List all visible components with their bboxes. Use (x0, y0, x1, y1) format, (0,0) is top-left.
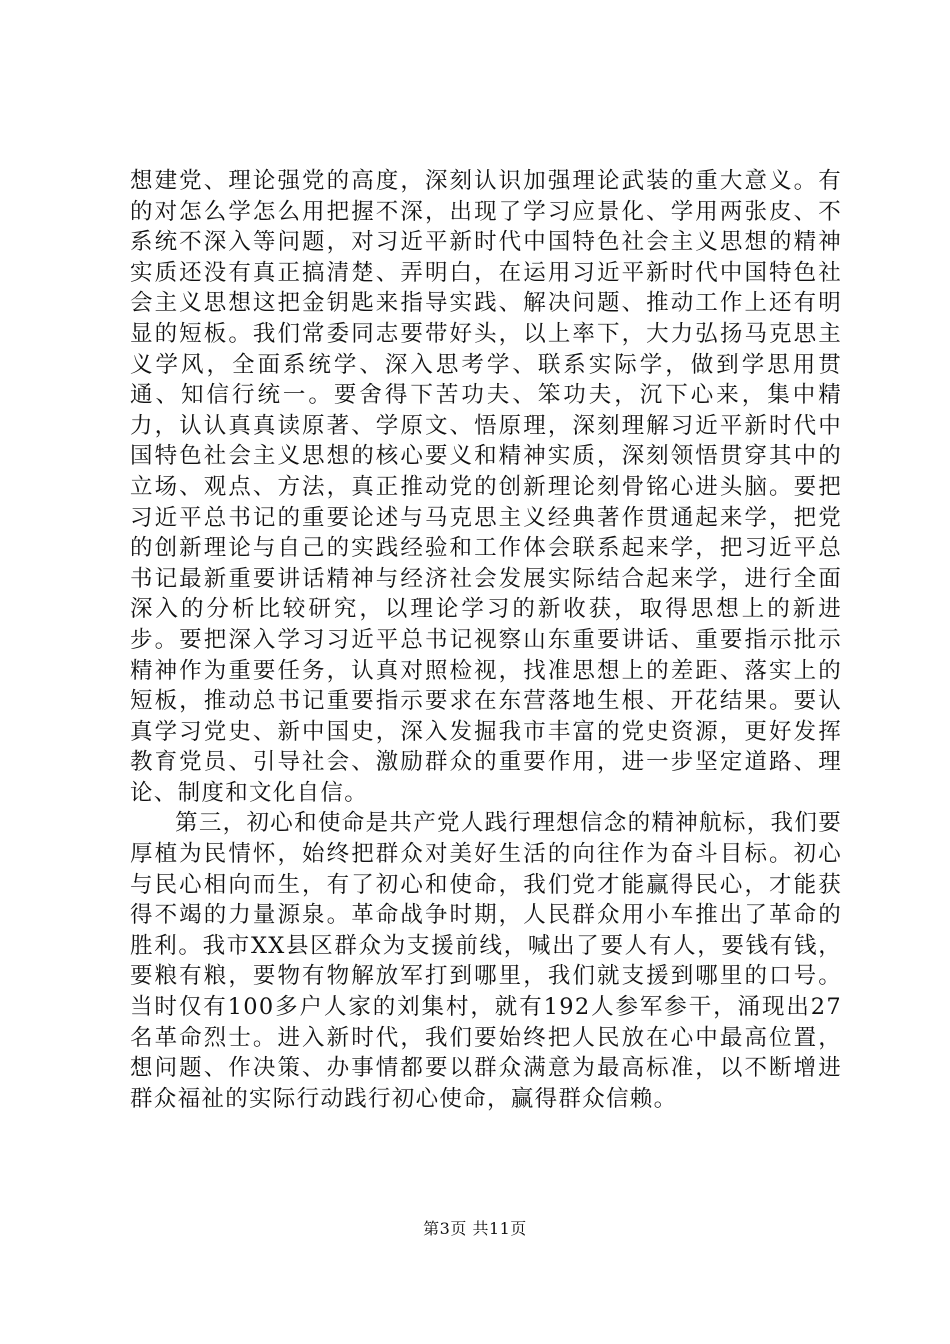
paragraph-continued: 想建党、理论强党的高度，深刻认识加强理论武装的重大意义。有的对怎么学怎么用把握不深，出现了学习应景化、学用两张皮、不系统不深入等问题，对习近平新时代中国特色社会主义思想的精神实质还没有真正搞清楚、弄明白，在运用习近平新时代中国特色社会主义思想这把金钥匙来指导实践、解决问题、推动工作上还有明显的短板。我们常委同志要带好头，以上率下，大力弘扬马克思主义学风，全面系统学、深入思考学、联系实际学，做到学思用贯通、知信行统一。要舍得下苦功夫、笨功夫，沉下心来，集中精力，认认真真读原著、学原文、悟原理，深刻理解习近平新时代中国特色社会主义思想的核心要义和精神实质，深刻领悟贯穿其中的立场、观点、方法，真正推动党的创新理论刻骨铭心进头脑。要把习近平总书记的重要论述与马克思主义经典著作贯通起来学，把党的创新理论与自己的实践经验和工作体会联系起来学，把习近平总书记最新重要讲话精神与经济社会发展实际结合起来学，进行全面深入的分析比较研究，以理论学习的新收获，取得思想上的新进步。要把深入学习习近平总书记视察山东重要讲话、重要指示批示精神作为重要任务，认真对照检视，找准思想上的差距、落实上的短板，推动总书记重要指示要求在东营落地生根、开花结果。要认真学习党史、新中国史，深入发掘我市丰富的党史资源，更好发挥教育党员、引导社会、激励群众的重要作用，进一步坚定道路、理论、制度和文化自信。 (130, 168, 842, 806)
document-body (130, 166, 842, 1114)
page-footer-number: 第3页 共11页 (423, 1219, 527, 1238)
paragraph-third-point: 第三，初心和使命是共产党人践行理想信念的精神航标，我们要厚植为民情怀，始终把群众对美好生活的向往作为奋斗目标。初心与民心相向而生，有了初心和使命，我们党才能赢得民心，才能获得不竭的力量源泉。革命战争时期，人民群众用小车推出了革命的胜利。我市XX县区群众为支援前线，喊出了要人有人，要钱有钱，要粮有粮，要物有物解放军打到哪里，我们就支援到哪里的口号。当时仅有100多户人家的刘集村，就有192人参军参干，涌现出27名革命烈士。进入新时代，我们要始终把人民放在心中最高位置，想问题、作决策、办事情都要以群众满意为最高标准，以不断增进群众福祉的实际行动践行初心使命，赢得群众信赖。 (130, 810, 842, 1112)
